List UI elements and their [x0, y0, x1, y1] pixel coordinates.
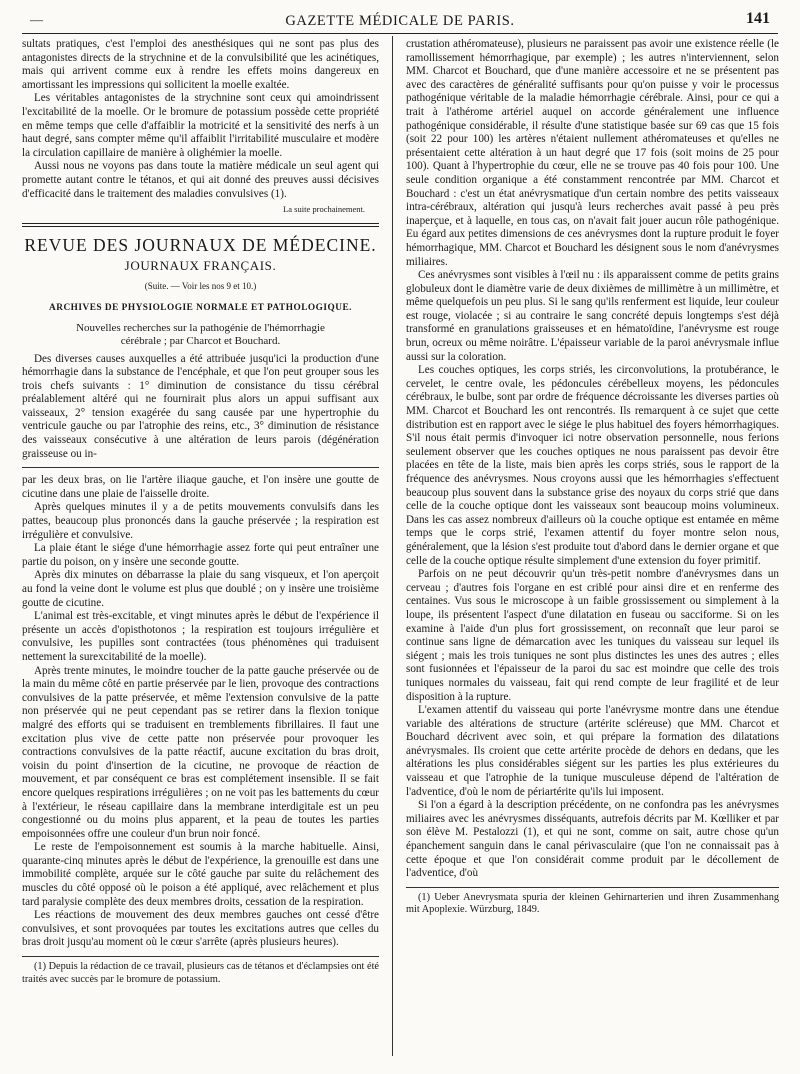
page-number: 141: [746, 10, 770, 27]
paragraph: crustation athéromateuse), plusieurs ne paraissent pas avoir une existence réelle (le ramollissement hémorrhagique, par exemple) ; les autres n'interviennent, selon MM. Charcot et Bouchard, que d'une manière accessoire et ne se présentent pas avec des caractères de généralité suffisants pour qu'on puisse y voir le processus pathogénique véritable de la maladie hémorrhagie cérébrale. Ainsi, pour ce qui a trait à l'athérome artériel auquel on accorde généralement une influence pathogénique considérable, il résulte d'une statistique basée sur 69 cas que 15 fois (soit 22 pour 100) les artères n'étaient nullement athéromateuses et qu'elles ne présentaient cette altération à un haut degré que 17 fois (soit moins de 25 pour 100). Quant à l'hypertrophie du cœur, elle ne se trouve pas 40 fois pour 100. Une seule condition organique a été constamment rencontrée par MM. Charcot et Bouchard : c'est un état anévrysmatique d'un certain nombre des petits vaisseaux intra-cérébraux, altération qui jusqu'à leurs recherches avait passé à peu près inaperçue, et à laquelle, en tous cas, on n'avait fait jouer aucun rôle pathogénique. Eu égard aux petites dimensions de ces anévrysmes dont la rupture produit le foyer hémorrhagique, MM. Charcot et Bouchard les désignent sous le nom d'anévrysmes miliaires.: [406, 38, 779, 268]
section-rule: [22, 223, 379, 224]
paragraph: sultats pratiques, c'est l'emploi des anesthésiques qui ne sont pas plus des antagonistes directs de la strychnine et de la convulsibilité que les acinétiques, mais qui arrivent comme eux à rendre les effets moins dangereux en amortissant les impressions qui sollicitent la moelle exaltée.: [22, 38, 379, 91]
footnote-rule: [22, 956, 379, 957]
paragraph: Les véritables antagonistes de la strychnine sont ceux qui amoindrissent l'excitabilité de la moelle. Or le bromure de potassium possède cette propriété en même temps que celle d'affaiblir la motricité et la sensitivité des nerfs à un haut degré, sans compter même qu'il affaiblit l'irritabilité musculaire et modère la circulation capillaire de manière à olighémier la moelle.: [22, 92, 379, 159]
suite-note: (Suite. — Voir les nos 9 et 10.): [144, 281, 257, 292]
continuation-note: La suite prochainement.: [283, 204, 365, 215]
column-separator: [22, 467, 379, 468]
paragraph: L'examen attentif du vaisseau qui porte l'anévrysme montre dans une étendue variable des altérations de structure (artérite scléreuse) que MM. Charcot et Bouchard décrivent avec soin, et qui prépare la formation des dilatations anévrysmales. Ils croient que cette artérite procède de dehors en dedans, que les altérations les plus considérables siégent sur les parties les plus extérieures du vaisseau et que l'atrophie de la tunique musculeuse dépend de l'altération de l'adventice, d'où le nom de périartérite qu'ils lui imposent.: [406, 704, 779, 798]
page-header: [22, 10, 778, 32]
subsection-heading: JOURNAUX FRANÇAIS.: [124, 257, 277, 273]
paragraph: Après dix minutes on débarrasse la plaie du sang visqueux, et l'on aperçoit au fond la veine dont le volume est plus que doublé ; on y insère une troisième goutte de cicutine.: [22, 569, 379, 609]
paragraph: Si l'on a égard à la description précédente, on ne confondra pas les anévrysmes miliaires avec les anévrysmes disséquants, autrefois décrits par M. Kœlliker et par son élève M. Pestalozzi (1), et qui ne sont, comme on sait, autre chose qu'un épanchement sanguin dans le canal périvasculaire (que l'on ne connaissait pas à cette époque et que l'on considérait comme produit par le décollement de l'adventice, d'où: [406, 799, 779, 880]
article-title: [22, 322, 379, 348]
footnote-text: (1) Depuis la rédaction de ce travail, plusieurs cas de tétanos et d'éclampsies ont été traités avec succès par le bromure de potassium.: [22, 961, 379, 985]
paragraph: Aussi nous ne voyons pas dans toute la matière médicale un seul agent qui promette autant contre le tétanos, et qui ait donné des preuves aussi décisives d'efficacité dans le traitement des maladies convulsives (1).: [22, 160, 379, 200]
journal-title: GAZETTE MÉDICALE DE PARIS.: [285, 12, 515, 29]
section-rule: [22, 226, 379, 227]
left-column: [22, 38, 379, 1062]
paragraph: La plaie étant le siége d'une hémorrhagie assez forte qui peut entraîner une partie du poison, on y insère une seconde goutte.: [22, 542, 379, 568]
footnote-rule: [406, 887, 779, 888]
footnote: [406, 892, 779, 917]
footnote: [22, 961, 379, 986]
paragraph: Les réactions de mouvement des deux membres gauches ont cessé d'être convulsives, et sont provoquées par toutes les excitations autres que celles du bras droit jusqu'au moment où le cœur s'arrête (après plusieurs heures).: [22, 909, 379, 949]
footnote-text: (1) Ueber Anevrysmata spuria der kleinen Gehirnarterien und ihren Zusammenhang mit Apoplexie. Würzburg, 1849.: [406, 891, 779, 916]
header-dash: —: [30, 12, 43, 27]
paragraph: Après quelques minutes il y a de petits mouvements convulsifs dans les pattes, beaucoup plus prononcés dans la gauche préservée ; la respiration est irrégulière et convulsive.: [22, 501, 379, 541]
paragraph: Le reste de l'empoisonnement est soumis à la marche habituelle. Ainsi, quarante-cinq minutes après le début de l'expérience, la grenouille est dans une immobilité complète, arquée sur le côté gauche par suite du relâchement des muscles du côté opposé où le poison a été appliqué, avec relâchement et plus tard paralysie complète des deux membres droits, cessation de la respiration.: [22, 841, 379, 908]
header-rule: [22, 33, 778, 34]
paragraph: L'animal est très-excitable, et vingt minutes après le début de l'expérience il présente un accès d'opisthotonos ; la respiration est toujours irrégulière et convulsive, les pupilles sont contractées (tous phénomènes qui traduisent nettement la surexcitabilité de la moelle).: [22, 610, 379, 663]
column-divider: [392, 36, 393, 1056]
paragraph: par les deux bras, on lie l'artère iliaque gauche, et l'on insère une goutte de cicutine dans une plaie de l'aisselle droite.: [22, 474, 379, 500]
right-column: [406, 38, 779, 1062]
article-title-line: Nouvelles recherches sur la pathogénie de l'hémorrhagie: [76, 321, 325, 334]
section-heading: REVUE DES JOURNAUX DE MÉDECINE.: [24, 234, 377, 255]
paragraph: Après trente minutes, le moindre toucher de la patte gauche préservée ou de la main du même côté en partie préservée par le lien, provoque des contractions convulsives de la patte préservée, et même l'extension convulsive de la patte non préservée qui ne peut cependant pas se retirer dans la flexion tonique malgré des efforts qui se traduisent en tremblements fibrillaires. Il faut une excitation plus vive de cette patte non préservée pour provoquer les contractions convulsives de la patte réactif, aucune excitation du bras droit, voisin du point d'insertion de la cicutine, ne provoque de réaction de mouvement, et par conséquent ce bras est complétement insensible. Il se fait encore quelques respirations irrégulières ; on ne voit pas les battements du cœur à l'extérieur, le réseau capillaire dans la membrane interdigitale est un peu congestionné ou du moins plus apparent, et la peau de toutes les parties empoisonnées offre une couleur d'un brun noir foncé.: [22, 664, 379, 840]
paragraph: Ces anévrysmes sont visibles à l'œil nu : ils apparaissent comme de petits grains globuleux dont le diamètre varie de deux dixièmes de millimètre à un millimètre, et même quelquefois un peu plus. Si le sang qu'ils renferment est liquide, leur couleur est rouge, violacée ; si au contraire le sang concrété depuis longtemps s'est déjà transformé en granulations graisseuses et en hématoïdine, l'anévrysme est rouge brun, ocreux ou même noirâtre. L'épaisseur variable de la paroi anévrysmale influe aussi sur la coloration.: [406, 269, 779, 363]
paragraph: Des diverses causes auxquelles a été attribuée jusqu'ici la production d'une hémorrhagie dans la substance de l'encéphale, et que l'on peut grouper sous les trois chefs suivants : 1° diminution de consistance du tissu cérébral préalablement altéré qui ne fournirait plus alors un appui suffisant aux vaisseaux, 2° tension exagérée du sang causée par une hypertrophie du ventricule gauche ou par l'atrophie des reins, etc., 3° diminution de résistance des vaisseaux consécutive à une altération de leurs parois (dégénération graisseuse ou in-: [22, 352, 379, 460]
article-title-line: cérébrale ; par Charcot et Bouchard.: [120, 334, 281, 347]
paragraph: Parfois on ne peut découvrir qu'un très-petit nombre d'anévrysmes dans un cerveau ; d'autres fois l'organe en est criblé pour ainsi dire et en renferme des centaines. Vus sous le microscope à un faible grossissement ou simplement à la loupe, ils présentent l'aspect d'une dilatation en fuseau ou sacciforme. Si on les examine à l'aide d'un plus fort grossissement, on reconnaît que leur paroi se continue sans ligne de démarcation avec les tuniques du vaisseau sur lequel ils siégent ; mais les trois tuniques ne sont plus distinctes les unes des autres ; elles sont fusionnées et l'épaisseur de la paroi du sac est moindre que celle des trois tuniques normales du vaisseau, fait qui rend compte de leur fragilité et de leur disposition à la rupture.: [406, 568, 779, 703]
paragraph: Les couches optiques, les corps striés, les circonvolutions, la protubérance, le cervelet, le centre ovale, les pédoncules cérébelleux moyens, les pédoncules cérébraux, le bulbe, sont par ordre de fréquence décroissante les diverses parties où MM. Charcot et Bouchard les ont rencontrés. Ils remarquent à ce sujet que cette distribution est en rapport avec le siége le plus habituel des foyers hémorrhagiques. S'il nous était permis d'invoquer ici notre observation personnelle, nous ferions seulement observer que les couches optiques ne nous paraissent pas devoir être placées en tête de la liste, mais bien après les corps striés, sous le rapport de la fréquence des anévrysmes. Nous croyons aussi que les hémorrhagies s'effectuent beaucoup plus souvent dans la substance grise des noyaux du corps strié que dans celle de la couche optique dont les vaisseaux sont beaucoup moins volumineux. Dans les cas assez nombreux d'ailleurs où la couche optique est entamée en même temps que le corps strié, l'examen attentif du foyer montre selon nous, généralement, que la lésion s'est produite tout d'abord dans le dernier organe et que celle de la couche optique résulte simplement d'une extension du foyer primitif.: [406, 364, 779, 567]
journal-heading: ARCHIVES DE PHYSIOLOGIE NORMALE ET PATHOLOGIQUE.: [49, 302, 352, 313]
